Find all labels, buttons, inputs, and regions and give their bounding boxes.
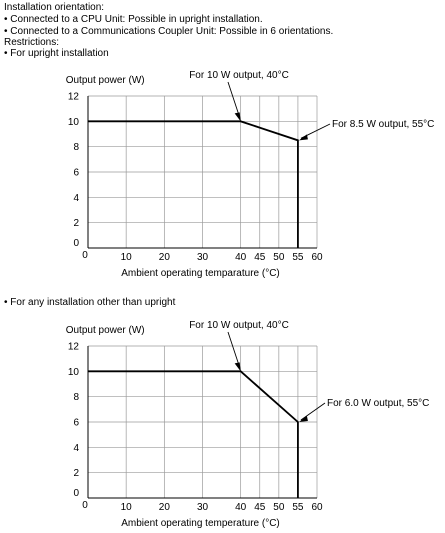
coupler-unit-note: • Connected to a Communications Coupler Unit: Possible in 6 orientations.	[4, 26, 334, 37]
output-power-curve	[88, 121, 298, 248]
x-tick-label: 55	[292, 252, 304, 263]
annotation-arrowhead	[299, 134, 308, 140]
output-power-curve	[88, 371, 298, 498]
x-axis-title: Ambient operating temparature (°C)	[121, 268, 280, 279]
restrictions-heading: Restrictions:	[4, 37, 60, 48]
y-tick-label: 0	[73, 488, 79, 499]
x-tick-label: 40	[235, 502, 247, 513]
x-tick-label: 45	[254, 502, 266, 513]
x-tick-label: 20	[158, 502, 170, 513]
y-axis-title: Output power (W)	[65, 325, 145, 336]
x-tick-label: 50	[273, 502, 285, 513]
y-tick-label: 0	[73, 238, 79, 249]
annotation-label: For 10 W output, 40°C	[189, 320, 289, 331]
x-tick-label: 60	[311, 252, 323, 263]
y-tick-label: 4	[73, 192, 79, 204]
x-tick-label: 40	[235, 252, 247, 263]
y-tick-label: 6	[73, 417, 79, 429]
y-tick-label: 2	[73, 218, 79, 230]
y-tick-label: 10	[67, 366, 79, 378]
x-axis-title: Ambient operating temperature (°C)	[121, 518, 280, 529]
annotation-leader	[301, 403, 325, 420]
x-tick-label: 0	[82, 250, 88, 261]
y-tick-label: 4	[73, 442, 79, 454]
x-tick-label: 20	[158, 252, 170, 263]
y-tick-label: 8	[73, 392, 79, 404]
y-tick-label: 2	[73, 468, 79, 480]
y-tick-label: 6	[73, 167, 79, 179]
y-axis-title: Output power (W)	[65, 75, 145, 86]
annotation-arrowhead	[235, 112, 241, 121]
x-tick-label: 10	[120, 252, 132, 263]
y-tick-label: 8	[73, 142, 79, 154]
x-tick-label: 30	[196, 502, 209, 513]
x-tick-label: 50	[273, 252, 285, 263]
annotation-label: For 6.0 W output, 55°C	[327, 398, 430, 409]
x-tick-label: 0	[82, 500, 88, 511]
y-tick-label: 12	[67, 341, 79, 353]
cpu-unit-note: • Connected to a CPU Unit: Possible in upright installation.	[4, 14, 263, 25]
x-tick-label: 60	[311, 502, 323, 513]
chart-other-orientation	[0, 312, 445, 532]
annotation-leader	[228, 332, 240, 367]
x-tick-label: 55	[292, 502, 304, 513]
x-tick-label: 10	[120, 502, 132, 513]
x-tick-label: 45	[254, 252, 266, 263]
upright-installation-label: • For upright installation	[4, 48, 109, 59]
y-tick-label: 12	[67, 91, 79, 103]
x-tick-label: 30	[196, 252, 209, 263]
chart-upright	[0, 62, 445, 282]
other-installation-label: • For any installation other than upright	[4, 297, 176, 308]
annotation-arrowhead	[235, 362, 241, 371]
annotation-arrowhead	[299, 416, 308, 422]
orientation-heading: Installation orientation:	[4, 2, 105, 13]
annotation-label: For 8.5 W output, 55°C	[332, 119, 435, 130]
annotation-leader	[228, 82, 240, 117]
y-tick-label: 10	[67, 116, 79, 128]
annotation-label: For 10 W output, 40°C	[189, 70, 289, 81]
